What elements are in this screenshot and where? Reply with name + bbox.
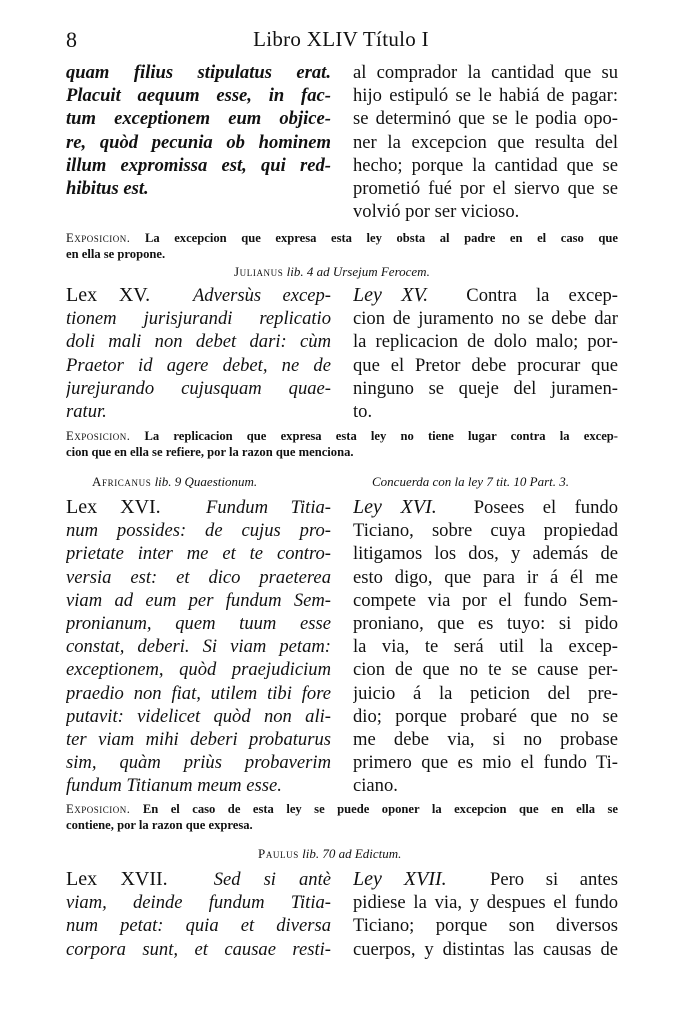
lex-label: Lex XVII. [66,868,168,890]
lex-15-block [66,284,618,424]
latin-line: exceptionem, quòd praejudicium [66,659,331,681]
source-citation [234,264,430,280]
ley-label: Ley XVI. [353,496,437,518]
ley-label: Ley XVII. [353,868,447,890]
latin-line: hibitus est. [66,177,149,199]
ley-label: Ley XV. [353,284,429,306]
latin-line [66,496,331,519]
latin-line: doli mali non debet dari: cùm [66,331,331,353]
latin-line: corpora sunt, et causae resti- [66,938,331,960]
source-author: Julianus [234,264,284,279]
latin-line: tum exceptionem eum objice- [66,108,331,130]
exposicion-text: En el caso de esta ley se puede oponer la excepcion que en ella se [142,802,618,816]
spanish-line: ciano. [353,775,398,797]
exposicion-note [66,428,618,460]
spanish-line: hecho; porque la cantidad que se [353,154,618,176]
latin-column [66,284,331,423]
source-author: Africanus [92,474,152,489]
exposicion-text: contiene, por la razon que expresa. [66,818,253,832]
spanish-line: volvió por ser vicioso. [353,201,520,223]
latin-line [66,868,331,891]
spanish-line: esto digo, que para ir á él me [353,566,618,588]
spanish-line: se determinó que se le podia opo- [353,108,618,130]
latin-line: versia est: et dico praeterea [66,566,331,588]
latin-line: quam filius stipulatus erat. [66,62,331,83]
spanish-line: litigamos los dos, y además de [353,543,618,565]
spanish-line: hijo estipuló se le habiá de pagar: [353,85,618,107]
spanish-line: pidiese la via, y despues el fundo [353,892,618,914]
latin-line: re, quòd pecunia ob hominem [66,131,331,153]
latin-line: illum expromissa est, qui red- [66,154,331,176]
concordance-note: Concuerda con la ley 7 tit. 10 Part. 3. [372,474,570,489]
spanish-line: ninguno se queje del juramen- [353,377,618,399]
source-reference: lib. 9 Quaestionum. [154,474,258,489]
latin-line: num petat: quia et diversa [66,915,331,937]
spanish-line: ner la excepcion que resulta del [353,131,618,153]
running-title: Libro XLIV Título I [253,27,429,51]
latin-column [66,61,331,200]
latin-line: ter viam mihi deberi probaturus [66,728,331,750]
spanish-line-start: Pero si antes [489,869,618,890]
spanish-line [353,496,618,519]
spanish-line: proniano, que es tuyo: si pido [353,612,618,634]
spanish-line: cion de que no te se cause per- [353,659,618,681]
source-author: Paulus [258,846,299,861]
source-reference: lib. 70 ad Edictum. [302,846,402,861]
latin-line: ratur. [66,400,107,422]
continuation-block [66,61,618,226]
source-citation [92,474,257,490]
latin-line: jurejurando cujusquam quae- [66,377,331,399]
spanish-line: la via, te será util la excep- [353,636,618,658]
spanish-line [353,284,618,307]
latin-line: putavit: videlicet quòd non ali- [66,705,331,727]
latin-line [66,284,331,307]
latin-line: sim, quàm priùs probaverim [66,752,331,774]
spanish-line: cuerpos, y distintas las causas de [353,938,618,960]
spanish-line [353,868,618,891]
spanish-line: Ticiano; porque son diversos [353,915,618,937]
latin-line: fundum Titianum meum esse. [66,775,282,797]
exposicion-text: en ella se propone. [66,247,166,261]
spanish-line-start: Posees el fundo [473,497,618,518]
latin-line: praedio non fiat, utilem tibi fore [66,682,331,704]
spanish-line-start: Contra la excep- [466,285,618,306]
lex-label: Lex XV. [66,284,151,306]
exposicion-label: Exposicion. [66,231,131,245]
lex-17-block [66,868,618,964]
latin-line: num possides: de cujus pro- [66,520,331,542]
spanish-line: Ticiano, sobre cuya propiedad [353,520,618,542]
exposicion-text: La replicacion que expresa esta ley no tiene lugar contra la excep- [144,429,618,443]
spanish-line: la replicacion de dolo malo; por- [353,331,618,353]
spanish-column [353,868,618,961]
latin-line-start: Fundum Titia- [206,497,331,518]
latin-line: prietate inter me et te contro- [66,543,331,565]
exposicion-note [66,230,618,262]
spanish-column [353,284,618,423]
source-reference: lib. 4 ad Ursejum Ferocem. [286,264,430,279]
spanish-line: primero que es mio el fundo Ti- [353,752,618,774]
page-header [0,27,682,53]
source-citation [258,846,401,862]
spanish-line: prometió fué por el siervo que se [353,177,618,199]
latin-column [66,496,331,797]
spanish-line: juicio á la peticion del pre- [353,682,618,704]
spanish-line: to. [353,400,373,422]
latin-line: viam ad eum per fundum Sem- [66,589,331,611]
lex-label: Lex XVI. [66,496,161,518]
spanish-line: que el Pretor debe procurar que [353,354,618,376]
latin-line-start: Adversùs excep- [192,285,331,306]
spanish-line: dio; porque probaré que no se [353,705,618,727]
spanish-line: me debe via, si no probase [353,728,618,750]
page-number: 8 [66,27,77,52]
exposicion-note [66,801,618,833]
exposicion-text: cion que en ella se refiere, por la razon que menciona. [66,445,354,459]
spanish-column [353,61,618,223]
latin-line: Praetor id agere debet, ne de [66,354,331,376]
spanish-line: compete via por el fundo Sem- [353,589,618,611]
lex-16-block [66,496,618,801]
latin-line: pronianum, quem tuum esse [66,612,331,634]
latin-line-start: Sed si antè [213,869,331,890]
latin-column [66,868,331,961]
exposicion-text: La excepcion que expresa esta ley obsta al padre en el caso que [144,231,618,245]
exposicion-label: Exposicion. [66,802,131,816]
latin-line: viam, deinde fundum Titia- [66,892,331,914]
spanish-line: al comprador la cantidad que su [353,62,618,83]
latin-line: constat, deberi. Si viam petam: [66,636,331,658]
latin-line: tionem jurisjurandi replicatio [66,308,331,330]
spanish-column [353,496,618,797]
latin-line: Placuit aequum esse, in fac- [66,85,331,107]
spanish-line: cion de juramento no se debe dar [353,308,618,330]
exposicion-label: Exposicion. [66,429,131,443]
